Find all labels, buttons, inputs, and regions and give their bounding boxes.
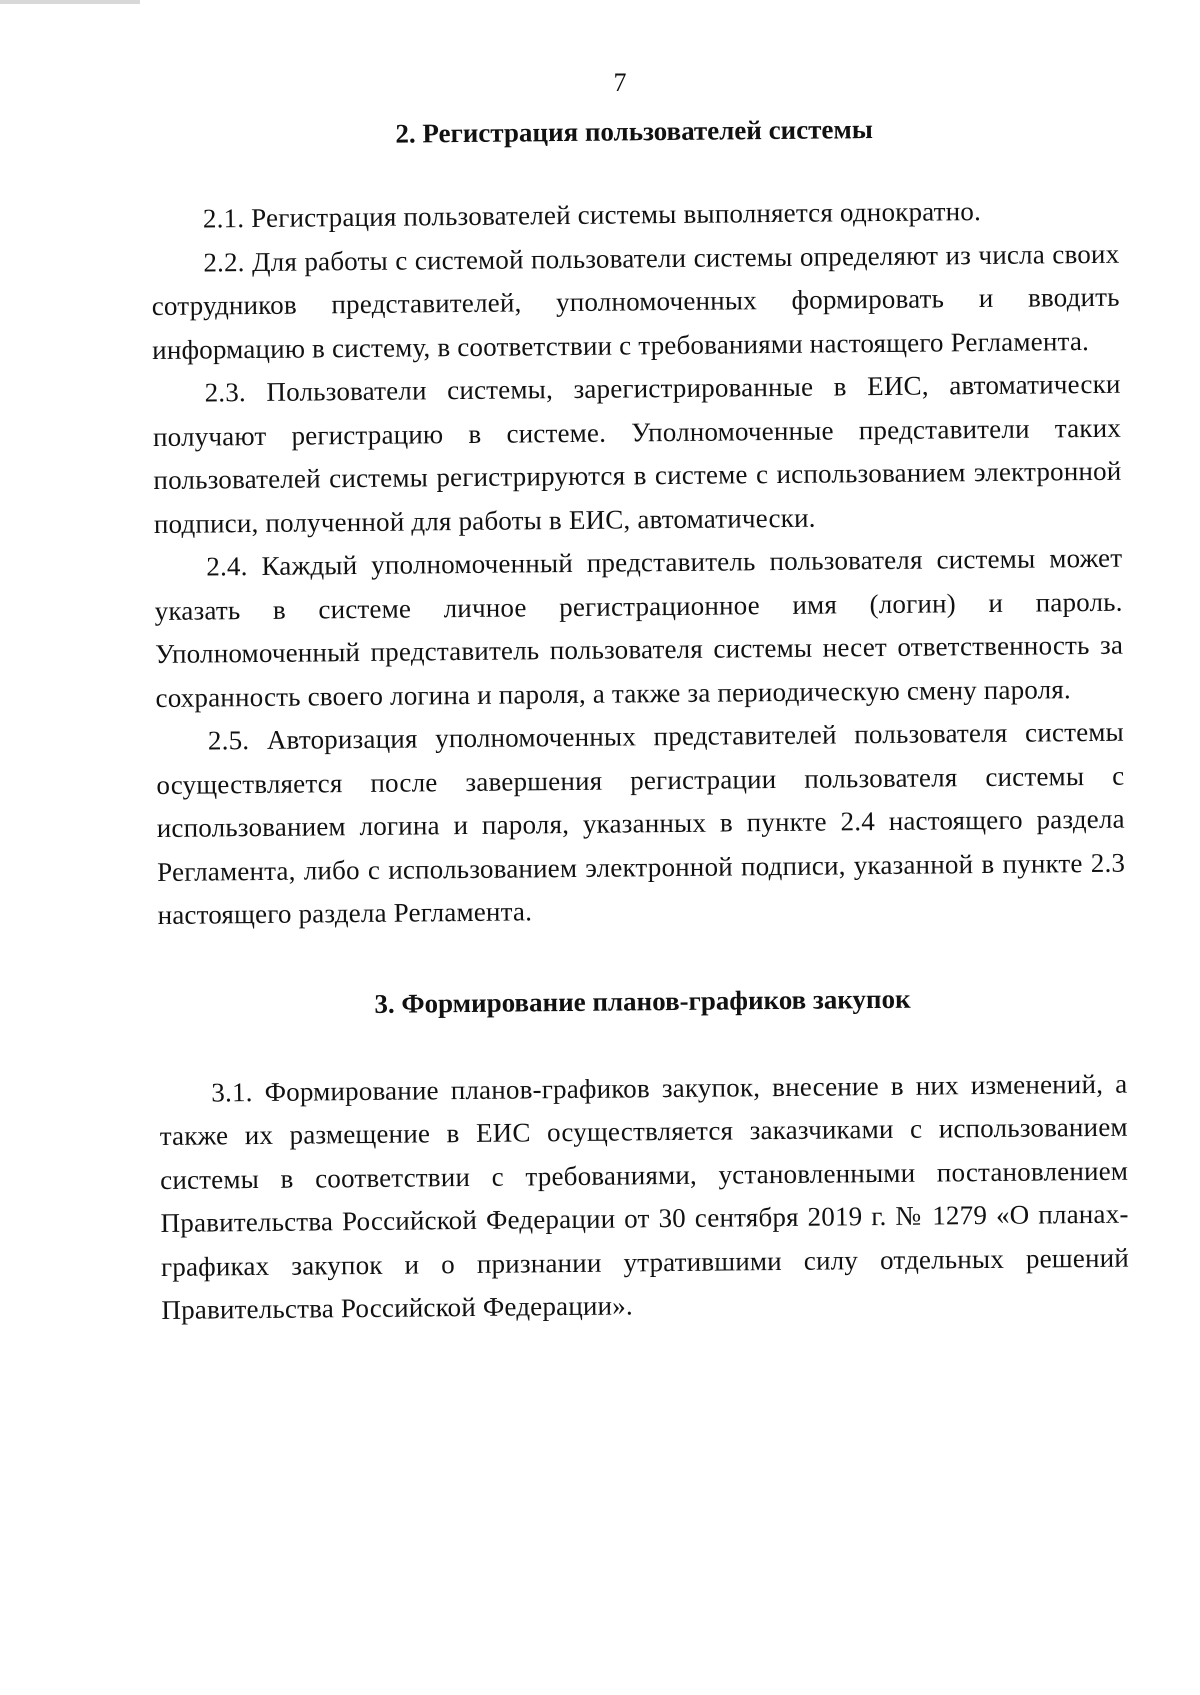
section-3-heading: 3. Формирование планов-графиков закупок: [374, 983, 911, 1019]
paragraph-2-4: 2.4. Каждый уполномоченный представитель пользователя системы может указать в системе личное регистрационное имя (логин) и пароль. Уполномоченный представитель пользователя системы несет ответственность за сохранность своего логина и пароля, а также за периодическую смену пароля.: [154, 542, 1124, 713]
page-number: 7: [613, 68, 627, 97]
paragraph-2-1: 2.1. Регистрация пользователей системы выполняется однократно.: [202, 196, 982, 234]
paragraph-2-2: 2.2. Для работы с системой пользователи системы определяют из числа своих сотрудников представителей, уполномоченных формировать и вводить информацию в систему, в соответствии с требованиями настоящего Регламента.: [151, 238, 1120, 365]
section-2-heading: 2. Регистрация пользователей системы: [395, 114, 873, 149]
paragraph-3-1: 3.1. Формирование планов-графиков закупок, внесение в них изменений, а также их размещение в ЕИС осуществляется заказчиками с использованием системы в соответствии с требованиями, установленными постановлением Правительства Российской Федерации от 30 сентября 2019 г. № 1279 «О планах-графиках закупок и о признании утратившими силу отдельных решений Правительства Российской Федерации».: [159, 1068, 1130, 1325]
paragraph-2-5: 2.5. Авторизация уполномоченных представителей пользователя системы осуществляется после завершения регистрации пользователя системы с использованием логина и пароля, указанных в пункте 2.4 настоящего раздела Регламента, либо с использованием электронной подписи, указанной в пункте 2.3 настоящего раздела Регламента.: [156, 716, 1126, 930]
paragraph-2-3: 2.3. Пользователи системы, зарегистрированные в ЕИС, автоматически получают регистрацию в системе. Уполномоченные представители таких пользователей системы регистрируются в системе с использованием электронной подписи, полученной для работы в ЕИС, автоматически.: [152, 368, 1122, 539]
scan-edge-mark: [0, 0, 140, 4]
document-body: [150, 111, 1130, 1333]
